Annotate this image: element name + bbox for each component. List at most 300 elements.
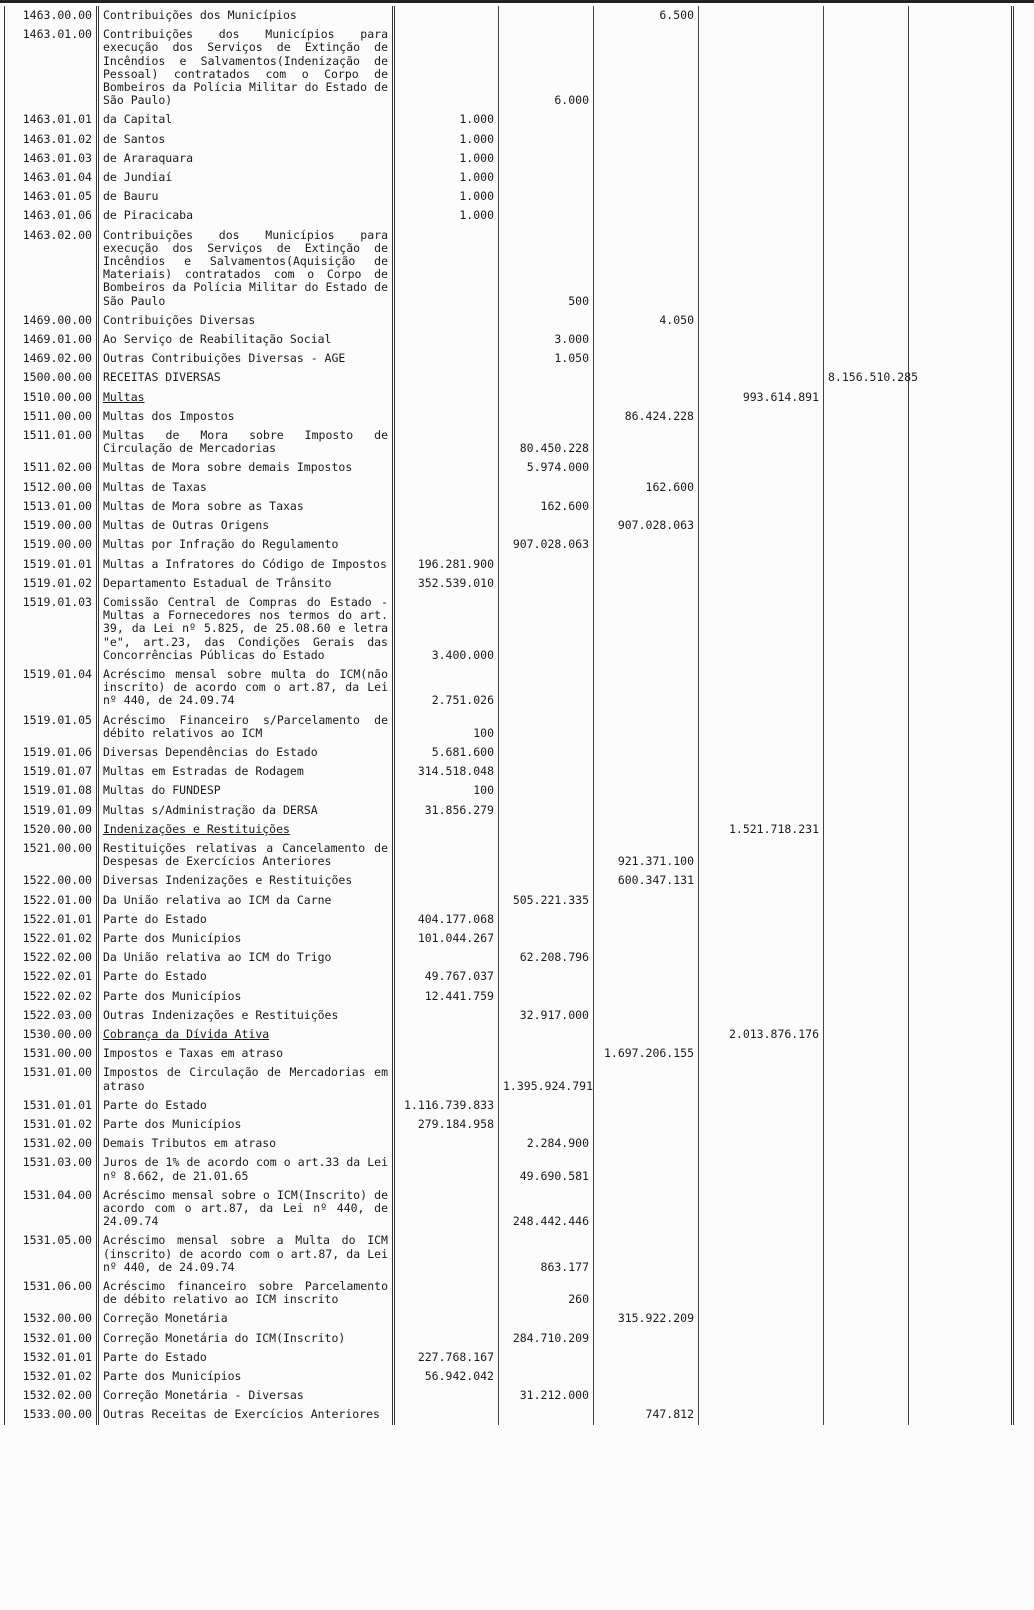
amount-col-2 [499,1405,594,1424]
amount-col-1: 1.000 [394,149,499,168]
amount-col-4 [699,574,824,593]
amount-col-5 [824,458,909,477]
amount-col-5 [824,555,909,574]
empty-column [909,839,1013,871]
amount-col-2: 3.000 [499,330,594,349]
account-description: Ao Serviço de Reabilitação Social [98,330,394,349]
amount-col-1 [394,349,499,368]
amount-col-5 [824,871,909,890]
table-row [5,226,1013,311]
account-code: 1463.02.00 [5,226,98,311]
amount-col-5 [824,820,909,839]
amount-col-3 [594,574,699,593]
account-code: 1522.01.01 [5,910,98,929]
amount-col-5 [824,516,909,535]
amount-col-2 [499,871,594,890]
account-code: 1520.00.00 [5,820,98,839]
amount-col-5: 8.156.510.285 [824,368,909,387]
account-code: 1519.01.03 [5,593,98,665]
account-code: 1531.03.00 [5,1153,98,1185]
amount-col-2 [499,1044,594,1063]
table-row [5,781,1013,800]
amount-col-1: 2.751.026 [394,665,499,711]
amount-col-1 [394,6,499,25]
amount-col-3 [594,25,699,110]
table-row [5,1386,1013,1405]
account-description: Acréscimo Financeiro s/Parcelamento de débito relativos ao ICM [98,711,394,743]
empty-column [909,388,1013,407]
account-description: Cobrança da Dívida Ativa [98,1025,394,1044]
account-description: Restituições relativas a Cancelamento de Despesas de Exercícios Anteriores [98,839,394,871]
amount-col-3 [594,349,699,368]
table-row [5,1405,1013,1424]
empty-column [909,1006,1013,1025]
empty-column [909,665,1013,711]
amount-col-2 [499,1309,594,1328]
account-code: 1463.01.03 [5,149,98,168]
amount-col-2 [499,967,594,986]
amount-col-5 [824,311,909,330]
amount-col-4 [699,187,824,206]
amount-col-5 [824,426,909,458]
table-row [5,1348,1013,1367]
amount-col-4 [699,1096,824,1115]
account-description: Outras Contribuições Diversas - AGE [98,349,394,368]
amount-col-4 [699,762,824,781]
empty-column [909,967,1013,986]
table-row [5,1044,1013,1063]
table-row [5,1309,1013,1328]
amount-col-3 [594,1153,699,1185]
account-code: 1500.00.00 [5,368,98,387]
account-description: Acréscimo mensal sobre a Multa do ICM (inscrito) de acordo com o art.87, da Lei nº 440, de 24.09.74 [98,1231,394,1277]
amount-col-4 [699,801,824,820]
empty-column [909,1348,1013,1367]
account-code: 1463.01.01 [5,110,98,129]
account-description: Demais Tributos em atraso [98,1134,394,1153]
table-row [5,871,1013,890]
table-row [5,535,1013,554]
empty-column [909,1277,1013,1309]
amount-col-3 [594,1367,699,1386]
amount-col-2: 162.600 [499,497,594,516]
empty-column [909,1115,1013,1134]
account-description: Departamento Estadual de Trânsito [98,574,394,593]
account-code: 1531.06.00 [5,1277,98,1309]
amount-col-1: 196.281.900 [394,555,499,574]
amount-col-4 [699,426,824,458]
empty-column [909,516,1013,535]
amount-col-2 [499,762,594,781]
amount-col-2 [499,929,594,948]
amount-col-3 [594,665,699,711]
amount-col-5 [824,1348,909,1367]
empty-column [909,149,1013,168]
account-code: 1531.01.01 [5,1096,98,1115]
account-description: Contribuições Diversas [98,311,394,330]
amount-col-1 [394,1134,499,1153]
amount-col-5 [824,801,909,820]
table-row [5,1006,1013,1025]
account-code: 1469.02.00 [5,349,98,368]
amount-col-5 [824,388,909,407]
account-code: 1522.02.02 [5,987,98,1006]
amount-col-3 [594,497,699,516]
amount-col-2 [499,368,594,387]
amount-col-1 [394,535,499,554]
amount-col-4 [699,910,824,929]
amount-col-2 [499,1115,594,1134]
amount-col-3: 162.600 [594,478,699,497]
amount-col-1: 227.768.167 [394,1348,499,1367]
amount-col-4 [699,1115,824,1134]
amount-col-3 [594,1277,699,1309]
account-description: de Bauru [98,187,394,206]
account-code: 1522.01.00 [5,891,98,910]
amount-col-3 [594,130,699,149]
empty-column [909,1367,1013,1386]
amount-col-5 [824,535,909,554]
amount-col-4 [699,929,824,948]
table-row [5,574,1013,593]
amount-col-3 [594,801,699,820]
amount-col-5 [824,1025,909,1044]
amount-col-4 [699,711,824,743]
amount-col-5 [824,149,909,168]
amount-col-4 [699,130,824,149]
amount-col-5 [824,187,909,206]
amount-col-5 [824,407,909,426]
amount-col-3 [594,110,699,129]
amount-col-5 [824,1063,909,1095]
amount-col-4 [699,1186,824,1232]
account-description: Multas de Mora sobre as Taxas [98,497,394,516]
amount-col-2 [499,206,594,225]
amount-col-1 [394,25,499,110]
amount-col-2 [499,781,594,800]
amount-col-2 [499,149,594,168]
amount-col-4: 1.521.718.231 [699,820,824,839]
empty-column [909,929,1013,948]
amount-col-2 [499,987,594,1006]
table-row [5,839,1013,871]
amount-col-1 [394,478,499,497]
account-code: 1532.02.00 [5,1386,98,1405]
empty-column [909,368,1013,387]
amount-col-4 [699,555,824,574]
table-row [5,130,1013,149]
amount-col-1 [394,1025,499,1044]
amount-col-1: 1.000 [394,206,499,225]
amount-col-2 [499,130,594,149]
amount-col-4 [699,6,824,25]
amount-col-5 [824,1186,909,1232]
amount-col-4 [699,478,824,497]
account-description: Impostos e Taxas em atraso [98,1044,394,1063]
amount-col-1: 1.000 [394,187,499,206]
amount-col-4 [699,1044,824,1063]
amount-col-1 [394,820,499,839]
amount-col-1: 1.000 [394,168,499,187]
amount-col-5 [824,497,909,516]
amount-col-3 [594,987,699,1006]
amount-col-5 [824,6,909,25]
amount-col-4 [699,110,824,129]
amount-col-5 [824,1277,909,1309]
account-description: Multas por Infração do Regulamento [98,535,394,554]
account-description: de Jundiaí [98,168,394,187]
amount-col-1 [394,458,499,477]
amount-col-3: 4.050 [594,311,699,330]
amount-col-4 [699,516,824,535]
empty-column [909,891,1013,910]
amount-col-5 [824,206,909,225]
amount-col-4 [699,987,824,1006]
empty-column [909,6,1013,25]
amount-col-1 [394,1277,499,1309]
amount-col-3 [594,948,699,967]
amount-col-4 [699,368,824,387]
table-row [5,206,1013,225]
account-code: 1463.01.06 [5,206,98,225]
empty-column [909,206,1013,225]
empty-column [909,1044,1013,1063]
amount-col-1: 1.000 [394,110,499,129]
amount-col-4 [699,967,824,986]
account-description: Parte do Estado [98,967,394,986]
empty-column [909,762,1013,781]
amount-col-3 [594,458,699,477]
account-description: Multas de Outras Origens [98,516,394,535]
amount-col-5 [824,168,909,187]
amount-col-1: 1.116.739.833 [394,1096,499,1115]
amount-col-5 [824,25,909,110]
amount-col-3 [594,426,699,458]
amount-col-2 [499,187,594,206]
amount-col-1: 56.942.042 [394,1367,499,1386]
account-description: Correção Monetária do ICM(Inscrito) [98,1329,394,1348]
amount-col-4 [699,226,824,311]
account-description: Multas em Estradas de Rodagem [98,762,394,781]
amount-col-4 [699,311,824,330]
account-description: Acréscimo mensal sobre o ICM(Inscrito) de acordo com o art.87, da Lei nº 440, de 24.09.74 [98,1186,394,1232]
account-code: 1531.05.00 [5,1231,98,1277]
amount-col-1: 314.518.048 [394,762,499,781]
amount-col-2: 49.690.581 [499,1153,594,1185]
amount-col-2 [499,555,594,574]
amount-col-4 [699,1063,824,1095]
account-code: 1532.00.00 [5,1309,98,1328]
amount-col-2: 1.050 [499,349,594,368]
amount-col-1: 12.441.759 [394,987,499,1006]
amount-col-5 [824,1115,909,1134]
account-code: 1463.00.00 [5,6,98,25]
table-row [5,743,1013,762]
amount-col-5 [824,1309,909,1328]
table-row [5,168,1013,187]
amount-col-5 [824,330,909,349]
table-row [5,1063,1013,1095]
amount-col-3 [594,593,699,665]
amount-col-3 [594,368,699,387]
amount-col-4 [699,1348,824,1367]
account-code: 1463.01.04 [5,168,98,187]
account-description: de Araraquara [98,149,394,168]
amount-col-2 [499,574,594,593]
account-description: Multas a Infratores do Código de Impostos [98,555,394,574]
account-code: 1531.01.00 [5,1063,98,1095]
table-row [5,1134,1013,1153]
amount-col-5 [824,929,909,948]
amount-col-3 [594,226,699,311]
amount-col-3 [594,1096,699,1115]
empty-column [909,1405,1013,1424]
amount-col-5 [824,349,909,368]
amount-col-5 [824,743,909,762]
empty-column [909,555,1013,574]
table-row [5,6,1013,25]
empty-column [909,711,1013,743]
amount-col-3 [594,820,699,839]
amount-col-3 [594,535,699,554]
amount-col-5 [824,762,909,781]
amount-col-3 [594,762,699,781]
account-code: 1463.01.00 [5,25,98,110]
amount-col-4 [699,535,824,554]
table-row [5,388,1013,407]
amount-col-5 [824,574,909,593]
table-row [5,1115,1013,1134]
account-code: 1521.00.00 [5,839,98,871]
table-row [5,407,1013,426]
amount-col-2: 260 [499,1277,594,1309]
amount-col-1: 404.177.068 [394,910,499,929]
amount-col-4 [699,1277,824,1309]
empty-column [909,871,1013,890]
amount-col-2: 1.395.924.791 [499,1063,594,1095]
empty-column [909,458,1013,477]
amount-col-1 [394,1309,499,1328]
table-row [5,987,1013,1006]
amount-col-2: 907.028.063 [499,535,594,554]
amount-col-5 [824,593,909,665]
amount-col-1: 101.044.267 [394,929,499,948]
amount-col-3 [594,967,699,986]
amount-col-4 [699,330,824,349]
amount-col-4 [699,665,824,711]
empty-column [909,781,1013,800]
account-code: 1531.04.00 [5,1186,98,1232]
amount-col-1: 31.856.279 [394,801,499,820]
amount-col-1 [394,497,499,516]
table-row [5,1277,1013,1309]
amount-col-4 [699,1231,824,1277]
account-code: 1519.01.07 [5,762,98,781]
account-description: Acréscimo financeiro sobre Parcelamento de débito relativo ao ICM inscrito [98,1277,394,1309]
amount-col-2 [499,743,594,762]
amount-col-4 [699,1134,824,1153]
account-description: Multas dos Impostos [98,407,394,426]
amount-col-2: 32.917.000 [499,1006,594,1025]
amount-col-4 [699,1367,824,1386]
table-row [5,593,1013,665]
table-row [5,311,1013,330]
table-row [5,187,1013,206]
amount-col-1 [394,891,499,910]
amount-col-1 [394,388,499,407]
amount-col-5 [824,967,909,986]
amount-col-5 [824,130,909,149]
amount-col-5 [824,987,909,1006]
account-code: 1510.00.00 [5,388,98,407]
amount-col-2: 2.284.900 [499,1134,594,1153]
table-row [5,801,1013,820]
empty-column [909,1153,1013,1185]
table-row [5,478,1013,497]
account-description: Da União relativa ao ICM da Carne [98,891,394,910]
empty-column [909,311,1013,330]
amount-col-3 [594,711,699,743]
amount-col-3 [594,1386,699,1405]
amount-col-2 [499,168,594,187]
amount-col-1 [394,1329,499,1348]
table-row [5,1231,1013,1277]
amount-col-3 [594,1231,699,1277]
account-code: 1511.02.00 [5,458,98,477]
account-description: Outras Indenizações e Restituições [98,1006,394,1025]
empty-column [909,110,1013,129]
account-code: 1519.01.04 [5,665,98,711]
amount-col-3 [594,330,699,349]
amount-col-5 [824,1006,909,1025]
amount-col-1 [394,311,499,330]
account-code: 1522.02.00 [5,948,98,967]
amount-col-3: 1.697.206.155 [594,1044,699,1063]
amount-col-2 [499,311,594,330]
amount-col-2: 500 [499,226,594,311]
amount-col-2 [499,1025,594,1044]
amount-col-1: 5.681.600 [394,743,499,762]
table-row [5,458,1013,477]
empty-column [909,1096,1013,1115]
account-description: Contribuições dos Municípios para execução dos Serviços de Extinção de Incêndios e Salvamentos(Aquisição de Materiais) contratados com o Corpo de Bombeiros da Polícia Militar do Estado de São Paulo [98,226,394,311]
account-code: 1532.01.02 [5,1367,98,1386]
account-code: 1531.02.00 [5,1134,98,1153]
account-code: 1511.01.00 [5,426,98,458]
account-description: Correção Monetária - Diversas [98,1386,394,1405]
amount-col-2 [499,820,594,839]
amount-col-2 [499,388,594,407]
amount-col-2 [499,910,594,929]
amount-col-4 [699,407,824,426]
empty-column [909,948,1013,967]
amount-col-3 [594,1063,699,1095]
table-row [5,967,1013,986]
account-code: 1519.01.01 [5,555,98,574]
account-code: 1531.01.02 [5,1115,98,1134]
amount-col-2 [499,593,594,665]
amount-col-1 [394,1044,499,1063]
account-description: Contribuições dos Municípios [98,6,394,25]
amount-col-2 [499,1348,594,1367]
amount-col-4 [699,149,824,168]
table-row [5,910,1013,929]
account-code: 1522.02.01 [5,967,98,986]
amount-col-4 [699,1006,824,1025]
amount-col-4 [699,948,824,967]
amount-col-4 [699,781,824,800]
amount-col-1 [394,407,499,426]
